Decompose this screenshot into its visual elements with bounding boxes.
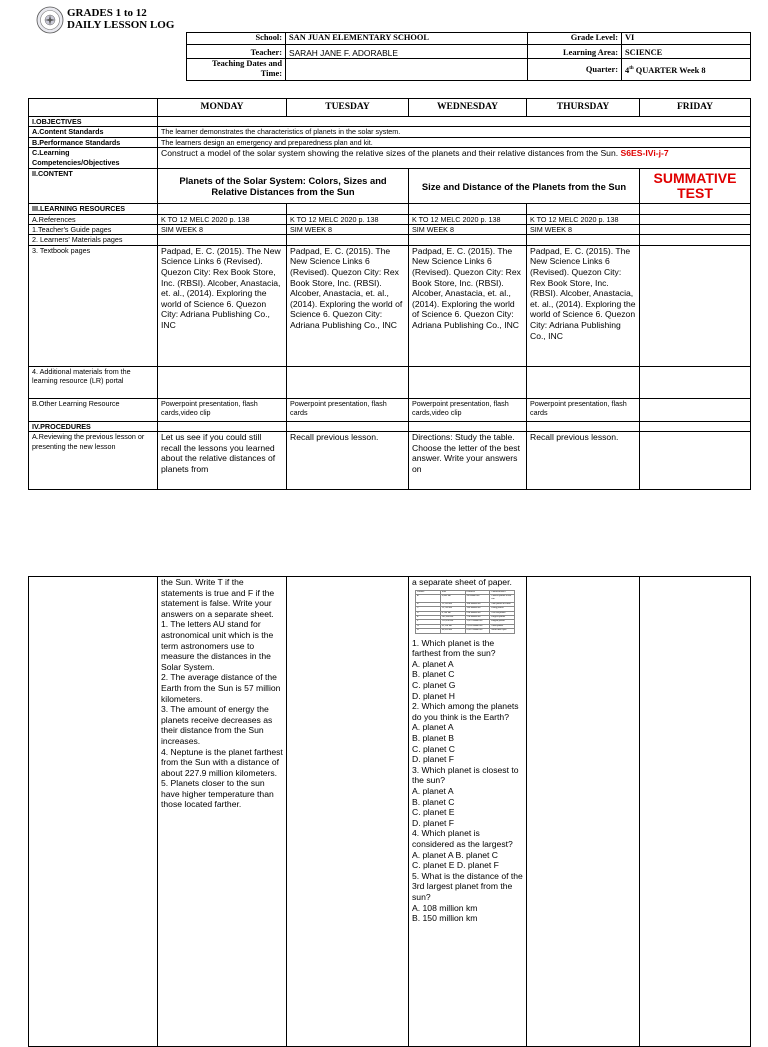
other-mon: Powerpoint presentation, flash cards,video clip bbox=[158, 398, 287, 421]
header-table bbox=[186, 32, 751, 81]
other-thu: Powerpoint presentation, flash cards bbox=[527, 398, 640, 421]
procedures-heading: IV.PROCEDURES bbox=[29, 421, 158, 431]
planet-cell: C bbox=[416, 607, 441, 611]
planet-cell: B bbox=[416, 602, 441, 606]
review-mon: Let us see if you could still recall the lessons you learned about the relative distances of planets from bbox=[158, 432, 287, 490]
other-wed: Powerpoint presentation, flash cards,video clip bbox=[409, 398, 527, 421]
planet-cell: 49,528 km bbox=[440, 629, 465, 633]
teachers-guide-label: 1.Teacher's Guide pages bbox=[29, 225, 158, 235]
school-value: SAN JUAN ELEMENTARY SCHOOL bbox=[286, 33, 528, 45]
planet-cell: 120,536 km bbox=[440, 620, 465, 624]
tg-thu: SIM WEEK 8 bbox=[527, 225, 640, 235]
planet-cell: G bbox=[416, 624, 441, 628]
dates-label: Teaching Dates and Time: bbox=[187, 59, 286, 81]
planets-header: Planets bbox=[416, 590, 441, 594]
content-label: II.CONTENT bbox=[29, 169, 158, 204]
day-tuesday: TUESDAY bbox=[287, 99, 409, 117]
content-wed-thu: Size and Distance of the Planets from the Sun bbox=[409, 169, 640, 204]
review-mon-continued: the Sun. Write T if the statements is true and F if the statement is false. Write your answers on a separate sheet. 1. The letters AU stand for astronomical unit which is the term astronomers use to measure the distances in the Solar System. 2. The average distance of the Earth from the Sun is 57 million kilometers. 3. The amount of energy the planets receive decreases as their distance from the Sun increases. 4. Neptune is the planet farthest from the Sun with a distance of about 227.9 million kilometers. 5. Planets closer to the sun have higher temperature than those located farther. bbox=[158, 577, 287, 1047]
day-monday: MONDAY bbox=[158, 99, 287, 117]
planet-cell: D bbox=[416, 611, 441, 615]
tg-mon: SIM WEEK 8 bbox=[158, 225, 287, 235]
performance-standards: The learners design an emergency and preparedness plan and kit. bbox=[158, 137, 751, 147]
day-wednesday: WEDNESDAY bbox=[409, 99, 527, 117]
planet-cell: 108 million km bbox=[465, 602, 490, 606]
quarter-value: 4th QUARTER Week 8 bbox=[622, 59, 751, 81]
tg-wed: SIM WEEK 8 bbox=[409, 225, 527, 235]
summative-test: SUMMATIVE TEST bbox=[640, 169, 751, 204]
planet-cell: 4,880 km bbox=[440, 595, 465, 603]
planet-cell: 12,756 km bbox=[440, 607, 465, 611]
planet-cell: 4,497 million km bbox=[465, 629, 490, 633]
planet-cell: E bbox=[416, 616, 441, 620]
planet-cell: 228 million km bbox=[465, 611, 490, 615]
wed-questions: 1. Which planet is the farthest from the sun? A. planet A B. planet C C. planet G D. planet H 2. Which among the planets do you think is the Earth? A. planet A B. planet B C. planet C D. planet F 3. Which planet is closest to the sun? A. planet A B. planet C C. planet E D. planet F 4. Which planet is considered as the largest? A. planet A B. planet C C. planet E D. planet F 5. What is the distance of the 3rd largest planet from the sun? A. 108 million km B. 150 million km bbox=[412, 637, 523, 924]
planet-cell: H bbox=[416, 629, 441, 633]
planet-cell: 51,118 km bbox=[440, 624, 465, 628]
grade-value: VI bbox=[622, 33, 751, 45]
review-wed: Directions: Study the table. Choose the letter of the best answer. Write your answers on bbox=[409, 432, 527, 490]
review-wed-continued: a separate sheet of paper. Planets Size Distance Characteristics A 4,880 km 58 million km Closest planet to the sun B 12,104 km 108 million km Twin planet of Earth C 12,756 km 150 million km Living planet D 6,794 km 228 million km The red planet E 142,984 km 778 million km Largest planet F 120,536 km 1,427 million km Ringed planet G 51,118 km 2,870 million km Tilted planet H 49,528 km 4,497 million km Great dark spot 1. Which planet is the farthest from the sun? A. planet A B. planet C C. planet G D. planet H 2. Which among the planets do you think is the Earth? A. planet A B. planet B C. planet C D. planet F 3. Which planet is closest to the sun? A. planet A B. planet C C. planet E D. planet F 4. Which planet is considered as the largest? A. planet A B. planet C C. planet E D. planet F 5. What is the distance of the 3rd largest planet from the sun? A. 108 million km B. 150 million km bbox=[409, 577, 527, 1047]
planet-row bbox=[416, 595, 515, 603]
review-thu: Recall previous lesson. bbox=[527, 432, 640, 490]
other-resource-label: B.Other Learning Resource bbox=[29, 398, 158, 421]
review-tue: Recall previous lesson. bbox=[287, 432, 409, 490]
references-tue: K TO 12 MELC 2020 p. 138 bbox=[287, 214, 409, 224]
day-thursday: THURSDAY bbox=[527, 99, 640, 117]
textbook-tue: Padpad, E. C. (2015). The New Science Links 6 (Revised). Quezon City: Rex Book Store, Inc. (RBSI). Alcober, Anastacia, et. al., (2014). Exploring the world of Science 6. Quezon City: Adriana Publishing Co., INC bbox=[287, 245, 409, 366]
teacher-value: SARAH JANE F. ADORABLE bbox=[286, 45, 528, 59]
planet-cell: Twin planet of Earth bbox=[490, 602, 515, 606]
textbook-thu: Padpad, E. C. (2015). The New Science Links 6 (Revised). Quezon City: Rex Book Store, Inc. (RBSI). Alcober, Anastacia, et. al., (2014). Exploring the world of Science 6. Quezon City: Adriana Publishing Co., INC bbox=[527, 245, 640, 366]
additional-materials-label: 4. Additional materials from the learning resource (LR) portal bbox=[29, 366, 158, 398]
learners-materials-label: 2. Learners' Materials pages bbox=[29, 235, 158, 245]
teacher-label: Teacher: bbox=[187, 45, 286, 59]
competencies-label: C.Learning Competencies/Objectives bbox=[29, 148, 158, 169]
planet-cell: The red planet bbox=[490, 611, 515, 615]
document-title: GRADES 1 to 12 DAILY LESSON LOG bbox=[67, 7, 175, 31]
planet-cell: Living planet bbox=[490, 607, 515, 611]
planet-cell: Tilted planet bbox=[490, 624, 515, 628]
lesson-table bbox=[28, 98, 751, 490]
planet-cell: 6,794 km bbox=[440, 611, 465, 615]
planet-row bbox=[416, 629, 515, 633]
planet-cell: Ringed planet bbox=[490, 620, 515, 624]
area-label: Learning Area: bbox=[528, 45, 622, 59]
planet-cell: Closest planet to the sun bbox=[490, 595, 515, 603]
size-header: Size bbox=[440, 590, 465, 594]
competencies: Construct a model of the solar system showing the relative sizes of the planets and their relative distances from the Sun. S6ES-IVi-j-7 bbox=[158, 148, 751, 169]
planet-cell: 12,104 km bbox=[440, 602, 465, 606]
performance-standards-label: B.Performance Standards bbox=[29, 137, 158, 147]
learning-resources-heading: III.LEARNING RESOURCES bbox=[29, 204, 158, 214]
planet-cell: Great dark spot bbox=[490, 629, 515, 633]
dates-value bbox=[286, 59, 528, 81]
planet-cell: F bbox=[416, 620, 441, 624]
review-label: A.Reviewing the previous lesson or presenting the new lesson bbox=[29, 432, 158, 490]
corner-cell bbox=[29, 99, 158, 117]
content-mon-tue: Planets of the Solar System: Colors, Sizes and Relative Distances from the Sun bbox=[158, 169, 409, 204]
content-standards-label: A.Content Standards bbox=[29, 127, 158, 137]
content-standards: The learner demonstrates the characteristics of planets in the solar system. bbox=[158, 127, 751, 137]
planet-cell: 142,984 km bbox=[440, 616, 465, 620]
planet-cell: 2,870 million km bbox=[465, 624, 490, 628]
planet-cell: Largest planet bbox=[490, 616, 515, 620]
area-value: SCIENCE bbox=[622, 45, 751, 59]
deped-seal-icon bbox=[36, 6, 64, 34]
characteristics-header: Characteristics bbox=[490, 590, 515, 594]
competency-code: S6ES-IVi-j-7 bbox=[620, 148, 669, 159]
planet-cell: 150 million km bbox=[465, 607, 490, 611]
planet-cell: 1,427 million km bbox=[465, 620, 490, 624]
textbook-wed: Padpad, E. C. (2015). The New Science Links 6 (Revised). Quezon City: Rex Book Store, Inc. (RBSI). Alcober, Anastacia, et. al., (2014). Exploring the world of Science 6. Quezon City: Adriana Publishing Co., INC bbox=[409, 245, 527, 366]
distance-header: Distance bbox=[465, 590, 490, 594]
planets-table bbox=[415, 590, 515, 634]
references-label: A.References bbox=[29, 214, 158, 224]
references-mon: K TO 12 MELC 2020 p. 138 bbox=[158, 214, 287, 224]
planet-cell: 58 million km bbox=[465, 595, 490, 603]
continuation-table bbox=[28, 576, 751, 1047]
planet-cell: A bbox=[416, 595, 441, 603]
day-friday: FRIDAY bbox=[640, 99, 751, 117]
grade-label: Grade Level: bbox=[528, 33, 622, 45]
references-thu: K TO 12 MELC 2020 p. 138 bbox=[527, 214, 640, 224]
textbook-label: 3. Textbook pages bbox=[29, 245, 158, 366]
other-tue: Powerpoint presentation, flash cards bbox=[287, 398, 409, 421]
school-label: School: bbox=[187, 33, 286, 45]
textbook-mon: Padpad, E. C. (2015). The New Science Links 6 (Revised). Quezon City: Rex Book Store, Inc. (RBSI). Alcober, Anastacia, et. al., (2014). Exploring the world of Science 6. Quezon City: Adriana Publishing Co., INC bbox=[158, 245, 287, 366]
references-wed: K TO 12 MELC 2020 p. 138 bbox=[409, 214, 527, 224]
planet-cell: 778 million km bbox=[465, 616, 490, 620]
objectives-heading: I.OBJECTIVES bbox=[29, 117, 158, 127]
tg-tue: SIM WEEK 8 bbox=[287, 225, 409, 235]
quarter-label: Quarter: bbox=[528, 59, 622, 81]
